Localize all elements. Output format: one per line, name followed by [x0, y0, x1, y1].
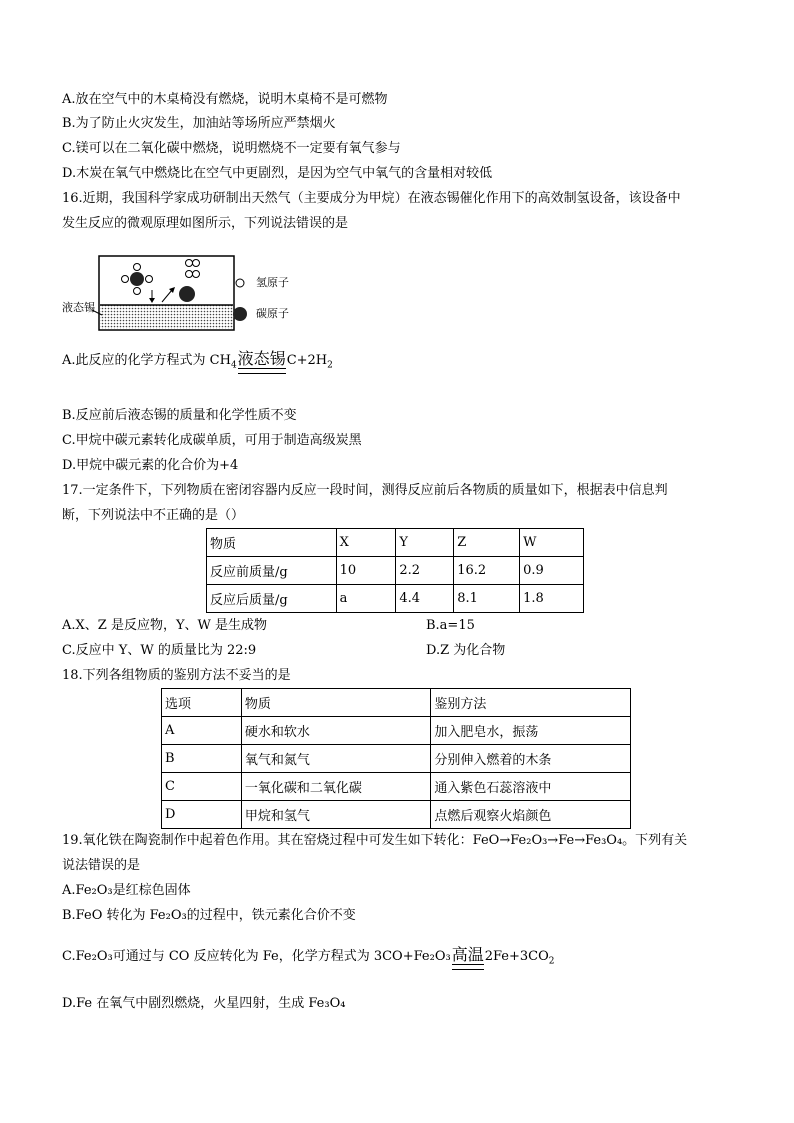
q19-option-a: A.Fe₂O₃是红棕色固体: [62, 883, 191, 898]
subscript: 4: [230, 360, 237, 371]
q16-a-prefix: A.此反应的化学方程式为 CH: [62, 353, 231, 368]
table-cell: C: [162, 773, 242, 801]
table-cell: 反应后质量/g: [207, 585, 337, 613]
q16-option-c: C.甲烷中碳元素转化成碳单质，可用于制造高级炭黑: [62, 433, 362, 448]
q18-identification-table: [161, 688, 631, 829]
legend-carbon-label: 碳原子: [256, 307, 289, 320]
table-cell: 物质: [241, 689, 431, 717]
table-row: [162, 773, 631, 801]
table-row: [162, 717, 631, 745]
table-cell: 选项: [162, 689, 242, 717]
table-cell: 鉴别方法: [431, 689, 631, 717]
table-cell: 4.4: [396, 585, 454, 613]
q16-option-b: B.反应前后液态锡的质量和化学性质不变: [62, 408, 297, 423]
table-cell: 甲烷和氢气: [241, 801, 431, 829]
q16-option-a: [62, 351, 333, 375]
liquid-tin-label: 液态锡: [62, 301, 95, 314]
condition-text: 高温: [451, 945, 484, 964]
q15-option-a: A.放在空气中的木桌椅没有燃烧，说明木桌椅不是可燃物: [62, 92, 388, 107]
q19-option-b: B.FeO 转化为 Fe₂O₃的过程中，铁元素化合价不变: [62, 908, 356, 923]
q15-option-d: D.木炭在氧气中燃烧比在空气中更剧烈，是因为空气中氧气的含量相对较低: [62, 166, 493, 181]
condition-text: 液态锡: [237, 349, 286, 368]
table-cell: Z: [454, 529, 520, 557]
subscript: 2: [548, 956, 555, 967]
table-cell: 10: [336, 557, 396, 585]
q17-option-c: C.反应中 Y、W 的质量比为 22:9: [62, 643, 257, 658]
q17-mass-table: [206, 528, 584, 613]
table-cell: B: [162, 745, 242, 773]
q18-stem: 18.下列各组物质的鉴别方法不妥当的是: [62, 668, 291, 683]
table-cell: 8.1: [454, 585, 520, 613]
table-cell: 16.2: [454, 557, 520, 585]
table-cell: 0.9: [520, 557, 584, 585]
q17-option-d: D.Z 为化合物: [426, 643, 506, 658]
carbon-atom: [179, 286, 195, 302]
q15-option-b: B.为了防止火灾发生，加油站等场所应严禁烟火: [62, 116, 336, 131]
table-row: [162, 745, 631, 773]
q19-stem-line2: 说法错误的是: [62, 858, 141, 873]
q17-stem-line2: 断，下列说法中不正确的是（）: [62, 508, 245, 523]
table-cell: 反应前质量/g: [207, 557, 337, 585]
table-cell: 点燃后观察火焰颜色: [431, 801, 631, 829]
q16-stem-line1: 16.近期，我国科学家成功研制出天然气（主要成分为甲烷）在液态锡催化作用下的高效制氢设备，该设备中: [62, 191, 681, 206]
liquid-tin-layer: [100, 305, 233, 329]
q19-c-prefix: C.Fe₂O₃可通过与 CO 反应转化为 Fe，化学方程式为 3CO+Fe₂O₃: [62, 949, 451, 964]
table-cell: W: [520, 529, 584, 557]
table-cell: 物质: [207, 529, 337, 557]
reaction-condition: [452, 947, 484, 970]
q15-option-c: C.镁可以在二氧化碳中燃烧，说明燃烧不一定要有氧气参与: [62, 141, 401, 156]
table-cell: A: [162, 717, 242, 745]
reaction-diagram: [62, 250, 312, 335]
reaction-condition: [238, 351, 286, 374]
q19-option-c: [62, 947, 554, 971]
table-cell: 分别伸入燃着的木条: [431, 745, 631, 773]
table-cell: X: [336, 529, 396, 557]
legend-hydrogen-icon: [236, 279, 244, 287]
table-cell: D: [162, 801, 242, 829]
q16-option-d: D.甲烷中碳元素的化合价为+4: [62, 458, 239, 473]
table-row: [207, 529, 584, 557]
table-cell: 氧气和氮气: [241, 745, 431, 773]
table-cell: a: [336, 585, 396, 613]
table-cell: 硬水和软水: [241, 717, 431, 745]
table-cell: 加入肥皂水，振荡: [431, 717, 631, 745]
q16-a-product: C+2H: [286, 353, 328, 368]
q16-reaction-figure: [62, 250, 312, 335]
q19-stem-line1: 19.氧化铁在陶瓷制作中起着色作用。其在窑烧过程中可发生如下转化：FeO→Fe₂O₃→Fe→Fe₃O₄。下列有关: [62, 833, 688, 848]
q17-option-a: A.X、Z 是反应物，Y、W 是生成物: [62, 618, 268, 633]
table-row: [162, 689, 631, 717]
table-cell: 2.2: [396, 557, 454, 585]
legend-carbon-icon: [233, 307, 247, 321]
table-row: [162, 801, 631, 829]
q17-option-b: B.a=15: [426, 618, 475, 633]
q19-option-d: D.Fe 在氧气中剧烈燃烧，火星四射，生成 Fe₃O₄: [62, 996, 346, 1011]
legend-hydrogen-label: 氢原子: [256, 276, 289, 289]
subscript: 2: [327, 360, 333, 371]
q16-stem-line2: 发生反应的微观原理如图所示，下列说法错误的是: [62, 216, 349, 231]
table-cell: Y: [396, 529, 454, 557]
table-row: [207, 585, 584, 613]
q17-stem-line1: 17.一定条件下，下列物质在密闭容器内反应一段时间，测得反应前后各物质的质量如下，根据表中信息判: [62, 483, 668, 498]
table-row: [207, 557, 584, 585]
table-cell: 一氧化碳和二氧化碳: [241, 773, 431, 801]
table-cell: 1.8: [520, 585, 584, 613]
q19-c-product: 2Fe+3CO: [484, 949, 549, 964]
table-cell: 通入紫色石蕊溶液中: [431, 773, 631, 801]
